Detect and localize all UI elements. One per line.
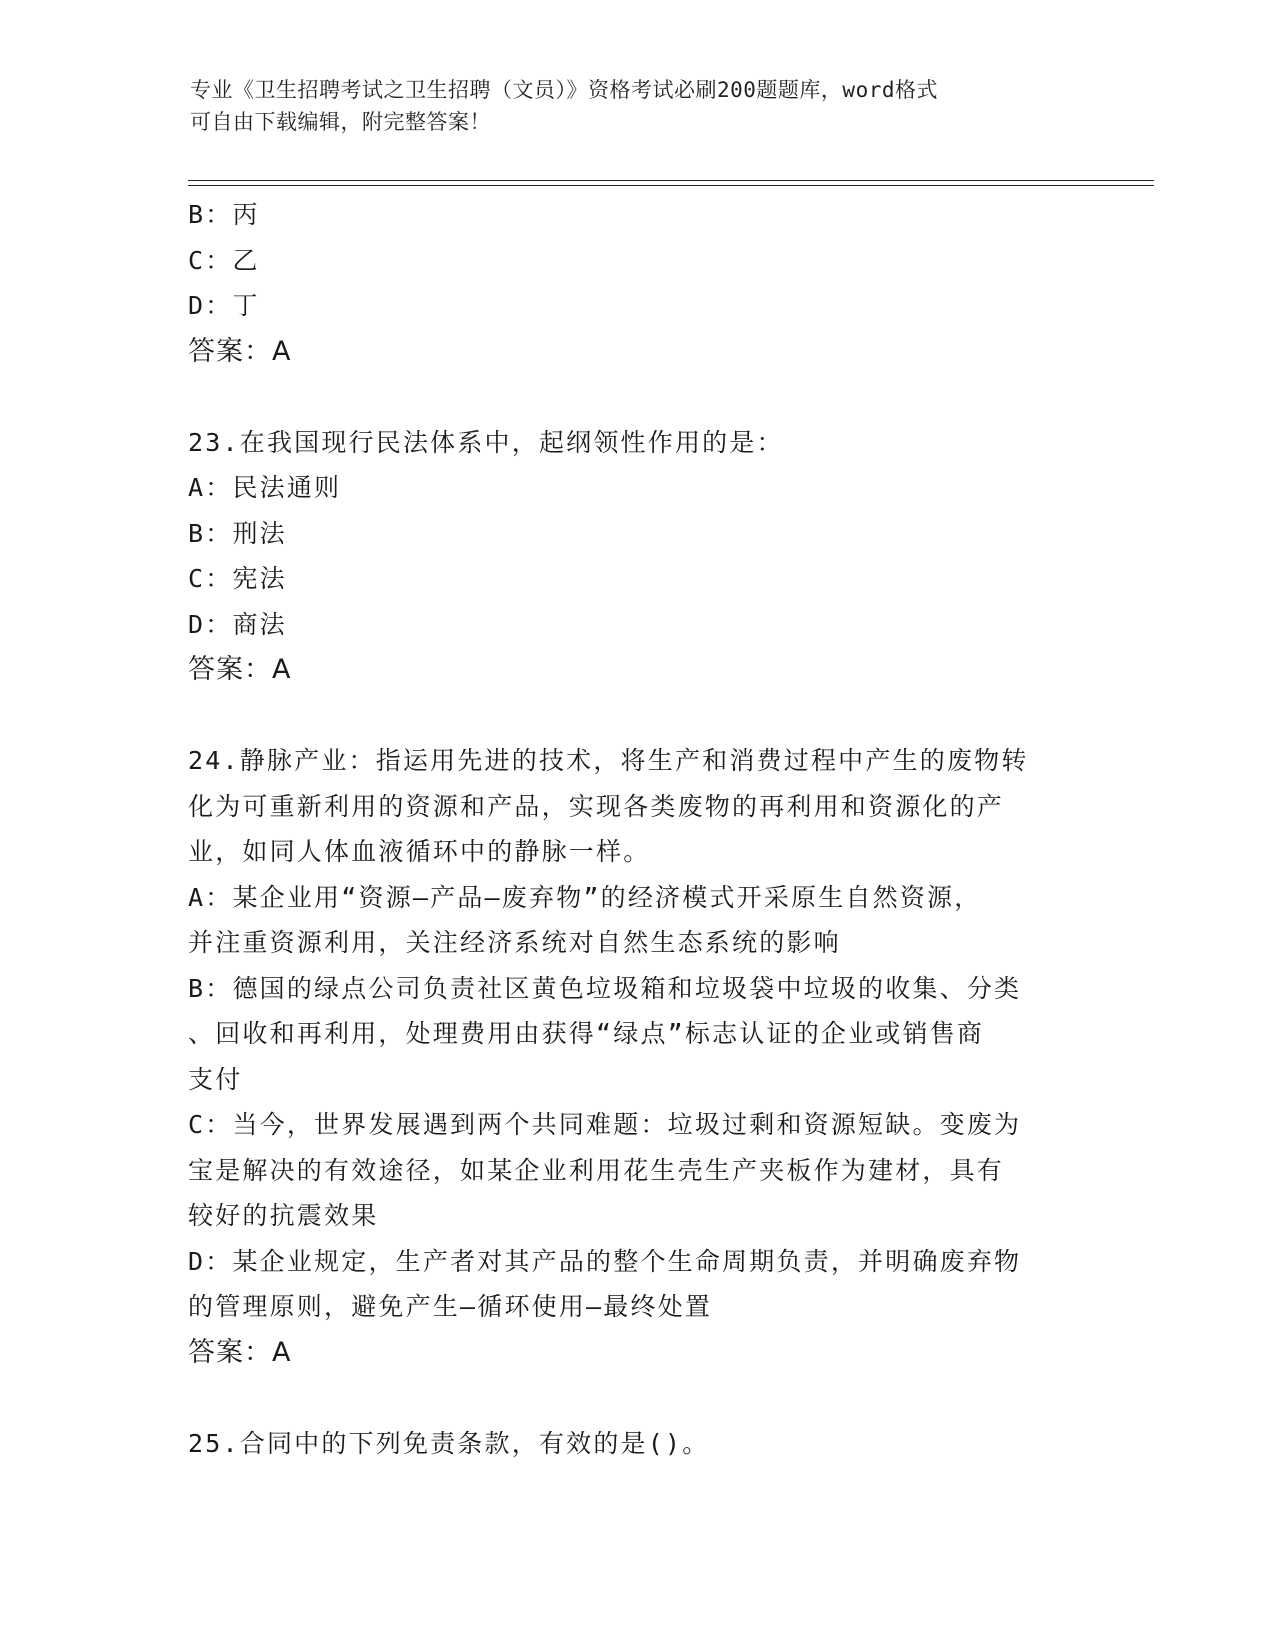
answer: 答案：A — [188, 335, 292, 367]
option-a-line: A：某企业用“资源—产品—废弃物”的经济模式开采原生自然资源， — [188, 882, 982, 912]
option-c: C：乙 — [188, 245, 260, 275]
answer: 答案：A — [188, 1336, 292, 1368]
question-stem-line: 24.静脉产业：指运用先进的技术，将生产和消费过程中产生的废物转 — [188, 746, 1029, 775]
header-rule-top — [188, 180, 1154, 181]
option-c-line: 宝是解决的有效途径，如某企业利用花生壳生产夹板作为建材，具有 — [188, 1155, 1005, 1185]
option-a: A：民法通则 — [188, 473, 342, 502]
answer: 答案：A — [188, 654, 292, 685]
option-a-line: 并注重资源利用，关注经济系统对自然生态系统的影响 — [188, 928, 841, 957]
option-c-line: C：当今，世界发展遇到两个共同难题：垃圾过剩和资源短缺。变废为 — [188, 1110, 1022, 1139]
option-d-line: 的管理原则，避免产生—循环使用—最终处置 — [188, 1292, 713, 1321]
question-25 — [188, 1421, 1088, 1467]
option-d: D：丁 — [188, 291, 260, 320]
header-rule-bottom — [188, 185, 1154, 186]
option-c: C：宪法 — [188, 564, 287, 593]
option-b: B：丙 — [188, 200, 260, 229]
header-line-2: 可自由下载编辑，附完整答案！ — [190, 110, 491, 134]
question-24 — [188, 738, 1088, 1375]
spacer — [188, 374, 1088, 420]
header-line-1: 专业《卫生招聘考试之卫生招聘（文员）》资格考试必刷200题题库，word格式 — [190, 78, 938, 102]
spacer — [188, 1375, 1088, 1421]
question-content — [188, 192, 1088, 1466]
question-stem-line: 业，如同人体血液循环中的静脉一样。 — [188, 837, 651, 866]
option-b-line: 支付 — [188, 1064, 243, 1094]
document-header — [190, 74, 1090, 138]
question-22 — [188, 192, 1088, 374]
option-c-line: 较好的抗震效果 — [188, 1201, 379, 1230]
option-d-line: D：某企业规定，生产者对其产品的整个生命周期负责，并明确废弃物 — [188, 1246, 1022, 1276]
question-23 — [188, 420, 1088, 693]
question-stem: 23.在我国现行民法体系中，起纲领性作用的是： — [188, 427, 784, 457]
question-stem-line: 化为可重新利用的资源和产品，实现各类废物的再利用和资源化的产 — [188, 791, 1005, 821]
spacer — [188, 693, 1088, 739]
option-b-line: 、回收和再利用，处理费用由获得“绿点”标志认证的企业或销售商 — [188, 1019, 985, 1048]
question-stem: 25.合同中的下列免责条款，有效的是()。 — [188, 1428, 710, 1458]
option-d: D：商法 — [188, 609, 287, 639]
option-b-line: B：德国的绿点公司负责社区黄色垃圾箱和垃圾袋中垃圾的收集、分类 — [188, 973, 1022, 1003]
option-b: B：刑法 — [188, 518, 287, 548]
